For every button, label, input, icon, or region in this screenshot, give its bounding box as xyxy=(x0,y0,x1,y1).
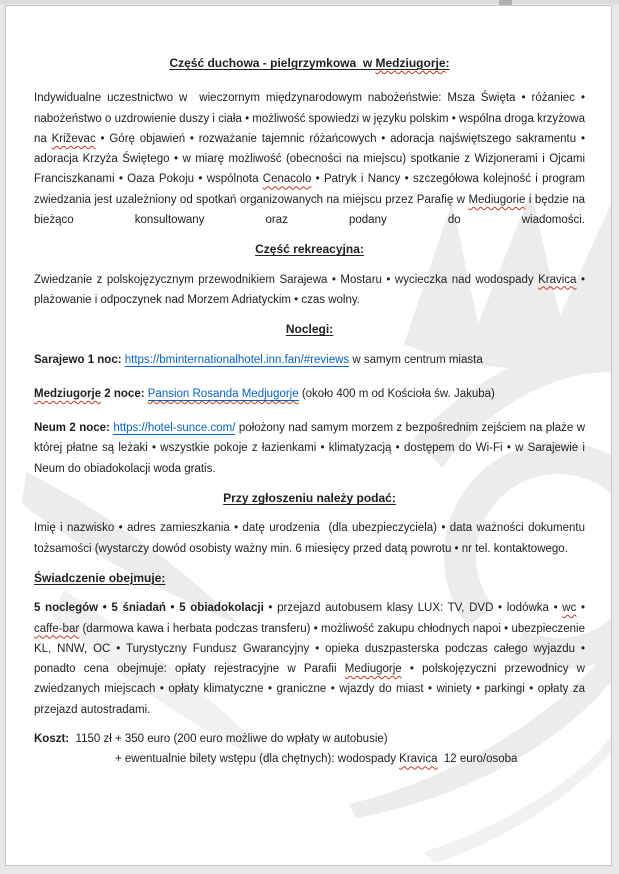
paragraph-nocleg-sarajewo xyxy=(34,350,585,370)
text-segment: (około 400 m od Kościoła św. Jakuba) xyxy=(298,387,495,400)
heading-czesc-duchowa xyxy=(34,53,585,73)
text-segment: Część rekreacyjna: xyxy=(255,242,364,257)
misspelled-word: caffe-bar xyxy=(34,622,80,635)
text-segment: (darmowa kawa i herbata podczas transferu) • możliwość zakupu chłodnych napoi • ubezpieczenie KL, NNW, OC • Turystyczny Fundusz Gwarancyjny • opieka duszpasterska podczas całego wyjazdu • ponadto cena obejmuje: opłaty rejestracyjne w Parafii xyxy=(34,622,585,676)
heading-noclegi xyxy=(34,319,585,339)
paragraph-program-duchowy xyxy=(34,88,585,230)
misspelled-word: Cenacolo xyxy=(262,173,312,186)
text-segment: 5 noclegów • 5 śniadań • 5 obiadokolacji xyxy=(34,602,264,615)
text-segment: Zwiedzanie z polskojęzycznym przewodnikiem Sarajewa • Mostaru • wycieczka nad wodospady xyxy=(34,273,539,286)
paragraph-koszt-line1 xyxy=(34,729,585,749)
text-segment: Przy zgłoszeniu należy podać: xyxy=(223,491,396,506)
paragraph-rekreacja xyxy=(34,270,585,311)
misspelled-word: Kravica xyxy=(538,273,577,286)
text-segment: w samym centrum miasta xyxy=(349,353,483,366)
document-page xyxy=(5,5,612,866)
misspelled-word: Križevac xyxy=(51,132,96,145)
text-segment: • xyxy=(576,602,586,615)
text-segment: Świadczenie obejmuje: xyxy=(34,570,166,585)
misspelled-word: wc xyxy=(562,602,577,615)
text-segment: : xyxy=(445,56,450,70)
viewer-top-strip xyxy=(0,0,619,4)
text-segment: • polskojęzyczni przewodnicy w zwiedzanych miejscach • opłaty klimatyczne • graniczne • wjazdy do miast • winiety • parkingi • opłaty za przejazd autostradami. xyxy=(34,663,585,716)
misspelled-word: Kravica xyxy=(399,753,438,766)
text-segment: 1150 zł + 350 euro (200 euro możliwe do wpłaty w autobusie) xyxy=(69,733,388,746)
misspelled-word: Mediugorie xyxy=(468,193,526,206)
text-segment: 2 noce: xyxy=(101,387,148,400)
paragraph-dane-zgloszenia xyxy=(34,518,585,559)
text-segment: • Górę objawień • rozważanie tajemnic różańcowych • adoracja najświętszego sakramentu • adoracja Krzyża Świętego • w miarę możliwość (obecności na miejscu) spotkanie z Wizjonerami i Ojcami Franciszkanami • Oaza Pokoju • wspólnota xyxy=(34,132,585,186)
text-segment: położony nad samym morzem z bezpośrednim zejściem na plaże w której płatne są leżaki • wszystkie pokoje z łazienkami • klimatyzacją • dostępem do Wi-Fi • w Sarajewie i Neum do obiadokolacji woda gratis. xyxy=(34,422,586,475)
text-segment: • Patryk i Nancy • szczegółowa kolejność i program zwiedzania jest uzależniony od spotkań organizowanych na miejscu przez Parafię w xyxy=(34,173,585,206)
paragraph-nocleg-medziugorje xyxy=(34,384,585,404)
text-segment: Noclegi: xyxy=(285,322,334,337)
paragraph-koszt-line2 xyxy=(34,749,585,769)
link-sarajevo-hotel[interactable]: https://bminternationalhotel.inn.fan/#reviews xyxy=(124,353,350,366)
text-segment: Sarajewo 1 noc: xyxy=(34,353,125,366)
heading-czesc-rekreacyjna xyxy=(34,239,585,259)
paragraph-nocleg-neum xyxy=(34,418,585,479)
heading-przy-zgloszeniu xyxy=(34,488,585,508)
text-segment: Indywidualne uczestnictwo w wieczornym międzynarodowym nabożeństwie: Msza Święta • różaniec • nabożeństwo o uzdrowienie duszy i ciała • możliwość spowiedzi w języku polskim • wspólna droga krzyżowa na xyxy=(34,92,585,145)
text-segment: i będzie na bieżąco konsultowany oraz podany do wiadomości. xyxy=(34,193,585,227)
text-segment: • przejazd autobusem klasy LUX: TV, DVD • lodówka • xyxy=(263,602,563,615)
text-segment: + ewentualnie bilety wstępu (dla chętnych): wodospady xyxy=(115,753,400,766)
misspelled-word: Mediugorje xyxy=(344,663,402,676)
heading-swiadczenie xyxy=(34,568,585,588)
text-segment: Neum 2 noce: xyxy=(34,422,114,435)
text-segment: Część duchowa - pielgrzymkowa w xyxy=(169,56,376,70)
text-segment: 12 euro/osoba xyxy=(437,753,518,766)
link-hotel-sunce[interactable]: https://hotel-sunce.com/ xyxy=(113,422,236,435)
text-segment: • plażowanie i odpoczynek nad Morzem Adriatyckim • czas wolny. xyxy=(34,273,585,306)
link-pansion-rosanda[interactable]: Pansion Rosanda Medjugorje xyxy=(147,387,299,400)
misspelled-word: Medziugorje xyxy=(34,387,102,400)
misspelled-word: Medziugorje xyxy=(375,56,446,70)
paragraph-swiadczenia xyxy=(34,598,585,720)
text-segment: Koszt: xyxy=(34,733,70,746)
document-content xyxy=(6,6,611,770)
text-segment: Imię i nazwisko • adres zamieszkania • datę urodzenia (dla ubezpieczyciela) • data ważności dokumentu tożsamości (wystarczy dowód osobisty ważny min. 6 miesięcy przed datą powrotu • nr tel. kontaktowego. xyxy=(34,522,585,555)
